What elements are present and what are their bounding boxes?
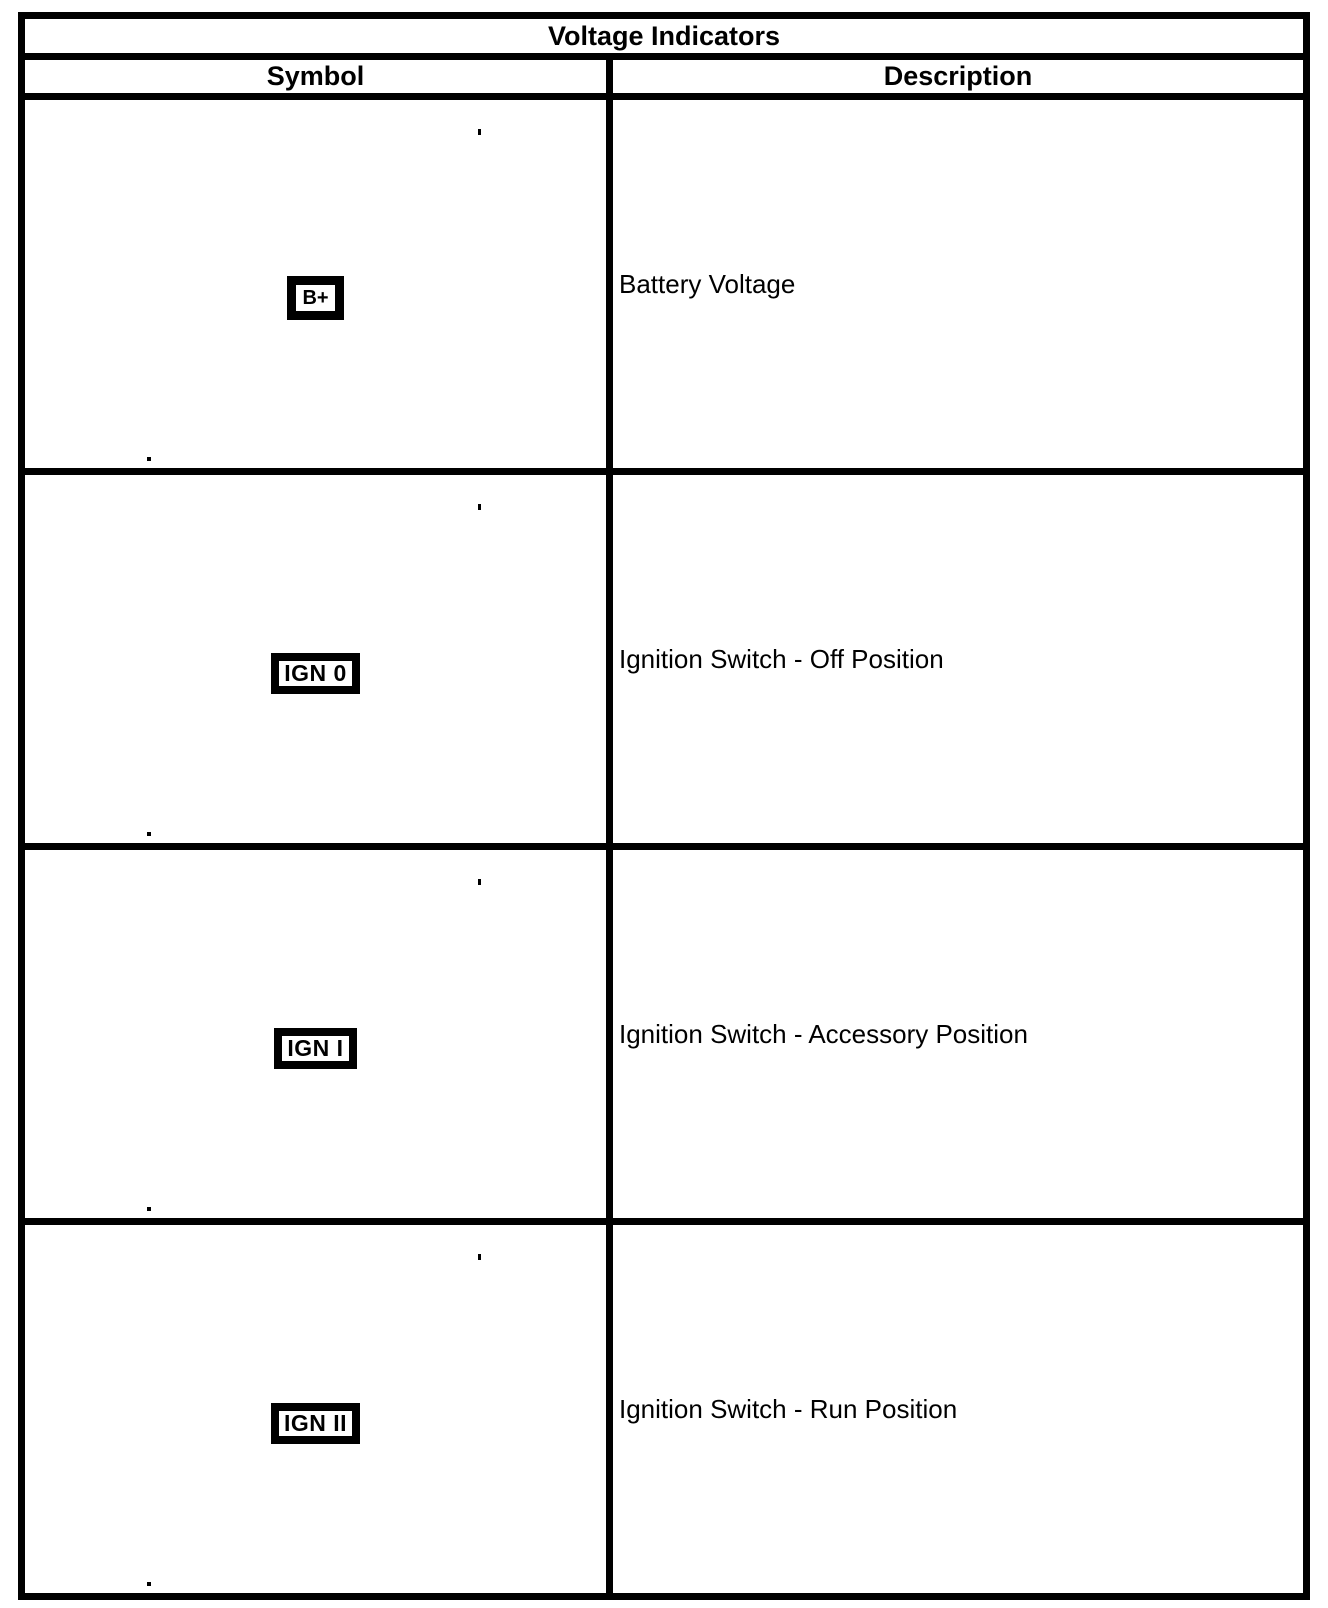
symbol-badge-ign-ii — [271, 1403, 360, 1444]
table-row-ignition-off — [25, 475, 1303, 850]
table-header-row — [25, 60, 1303, 100]
symbol-badge-ign-0 — [271, 653, 360, 694]
symbol-cell — [25, 475, 613, 843]
scan-artifact-tick — [478, 129, 481, 135]
scan-artifact-dot — [147, 1207, 151, 1211]
voltage-indicators-table — [18, 12, 1310, 1600]
description-cell — [613, 850, 1303, 1218]
table-row-ignition-accessory — [25, 850, 1303, 1225]
scan-artifact-dot — [147, 457, 151, 461]
description-cell — [613, 100, 1303, 468]
symbol-cell — [25, 850, 613, 1218]
scan-artifact-tick — [478, 504, 481, 510]
column-header-symbol — [25, 60, 613, 93]
symbol-badge-ign-i — [274, 1028, 356, 1069]
column-header-description-label: Description — [883, 61, 1033, 91]
column-header-description — [613, 60, 1303, 93]
symbol-label: B+ — [302, 286, 329, 309]
symbol-cell — [25, 100, 613, 468]
symbol-label: IGN II — [283, 1409, 348, 1436]
scan-artifact-tick — [478, 879, 481, 885]
table-row-ignition-run — [25, 1225, 1303, 1593]
symbol-cell — [25, 1225, 613, 1593]
scan-artifact-dot — [147, 832, 151, 836]
description-text: Ignition Switch - Off Position — [619, 643, 944, 674]
description-cell — [613, 475, 1303, 843]
description-text: Battery Voltage — [619, 268, 796, 299]
scan-artifact-dot — [147, 1582, 151, 1586]
scan-artifact-tick — [478, 1254, 481, 1260]
description-cell — [613, 1225, 1303, 1593]
table-row-battery-voltage — [25, 100, 1303, 475]
symbol-label: IGN I — [287, 1034, 344, 1061]
symbol-label: IGN 0 — [284, 659, 347, 686]
table-title-row — [25, 19, 1303, 60]
symbol-badge-b-plus — [287, 276, 343, 320]
table-title: Voltage Indicators — [547, 20, 781, 51]
column-header-symbol-label: Symbol — [266, 61, 365, 91]
description-text: Ignition Switch - Run Position — [619, 1393, 958, 1424]
description-text: Ignition Switch - Accessory Position — [619, 1018, 1028, 1049]
